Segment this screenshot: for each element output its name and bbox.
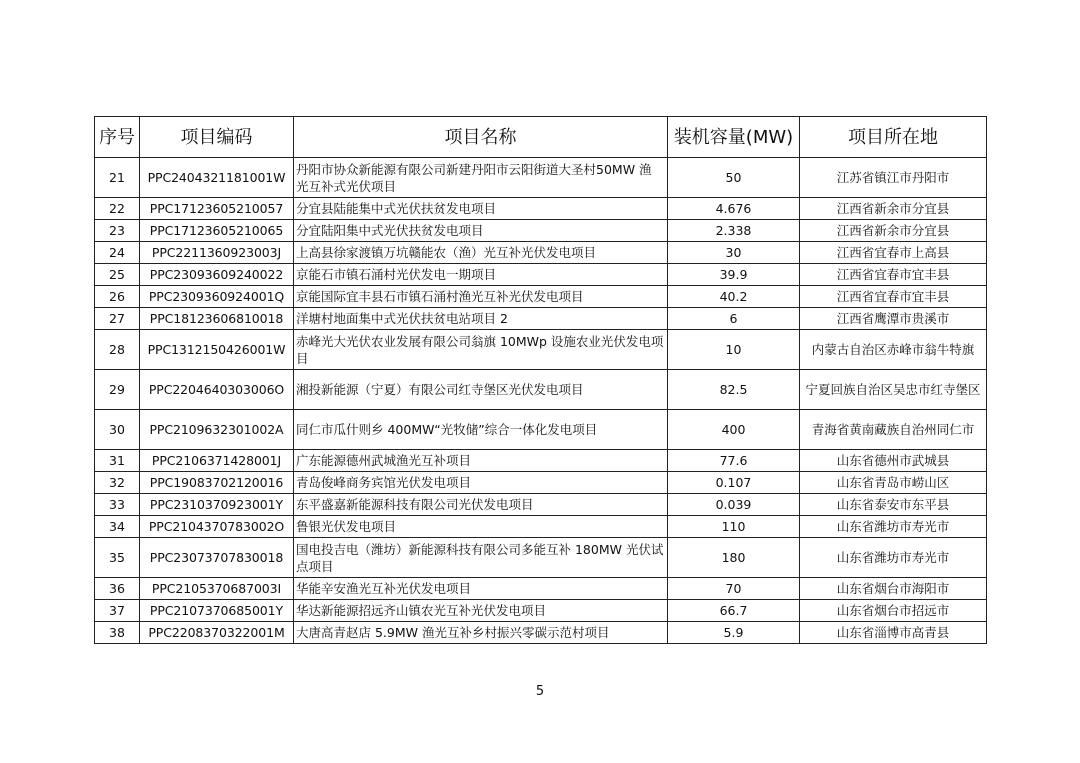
row-no: 32 xyxy=(95,472,140,494)
table-row xyxy=(95,220,987,242)
header-location: 项目所在地 xyxy=(800,117,987,158)
row-no: 31 xyxy=(95,450,140,472)
table-row xyxy=(95,264,987,286)
row-code: PPC17123605210057 xyxy=(140,198,294,220)
row-name: 京能石市镇石涌村光伏发电一期项目 xyxy=(294,264,668,286)
table-row xyxy=(95,286,987,308)
row-code: PPC1312150426001W xyxy=(140,330,294,370)
row-code: PPC2310370923001Y xyxy=(140,494,294,516)
row-name: 湘投新能源（宁夏）有限公司红寺堡区光伏发电项目 xyxy=(294,370,668,410)
row-no: 36 xyxy=(95,578,140,600)
row-capacity: 82.5 xyxy=(668,370,800,410)
header-name: 项目名称 xyxy=(294,117,668,158)
row-capacity: 400 xyxy=(668,410,800,450)
row-location: 山东省潍坊市寿光市 xyxy=(800,538,987,578)
table-row xyxy=(95,410,987,450)
row-capacity: 66.7 xyxy=(668,600,800,622)
row-capacity: 40.2 xyxy=(668,286,800,308)
row-name: 分宜县陆能集中式光伏扶贫发电项目 xyxy=(294,198,668,220)
row-location: 江西省宜春市上高县 xyxy=(800,242,987,264)
table-row xyxy=(95,242,987,264)
row-capacity: 6 xyxy=(668,308,800,330)
table-row xyxy=(95,622,987,644)
table-row xyxy=(95,370,987,410)
row-name: 分宜陆阳集中式光伏扶贫发电项目 xyxy=(294,220,668,242)
table-row xyxy=(95,198,987,220)
row-no: 26 xyxy=(95,286,140,308)
header-code: 项目编码 xyxy=(140,117,294,158)
table-row xyxy=(95,308,987,330)
row-no: 27 xyxy=(95,308,140,330)
row-capacity: 0.039 xyxy=(668,494,800,516)
table-row xyxy=(95,494,987,516)
row-no: 33 xyxy=(95,494,140,516)
row-code: PPC18123606810018 xyxy=(140,308,294,330)
table-row xyxy=(95,578,987,600)
row-capacity: 39.9 xyxy=(668,264,800,286)
row-code: PPC2105370687003I xyxy=(140,578,294,600)
row-capacity: 2.338 xyxy=(668,220,800,242)
row-capacity: 180 xyxy=(668,538,800,578)
row-code: PPC2204640303006O xyxy=(140,370,294,410)
row-capacity: 0.107 xyxy=(668,472,800,494)
row-location: 江西省宜春市宜丰县 xyxy=(800,264,987,286)
header-row xyxy=(95,117,987,158)
table-row xyxy=(95,600,987,622)
row-code: PPC2404321181001W xyxy=(140,158,294,198)
row-name: 广东能源德州武城渔光互补项目 xyxy=(294,450,668,472)
row-code: PPC23073707830018 xyxy=(140,538,294,578)
row-name: 鲁银光伏发电项目 xyxy=(294,516,668,538)
row-code: PPC2107370685001Y xyxy=(140,600,294,622)
row-no: 23 xyxy=(95,220,140,242)
row-capacity: 70 xyxy=(668,578,800,600)
row-name: 丹阳市协众新能源有限公司新建丹阳市云阳街道大圣村50MW 渔光互补式光伏项目 xyxy=(294,158,668,198)
row-name: 京能国际宜丰县石市镇石涌村渔光互补光伏发电项目 xyxy=(294,286,668,308)
row-location: 江苏省镇江市丹阳市 xyxy=(800,158,987,198)
row-location: 山东省烟台市海阳市 xyxy=(800,578,987,600)
table-row xyxy=(95,472,987,494)
row-capacity: 77.6 xyxy=(668,450,800,472)
row-location: 山东省潍坊市寿光市 xyxy=(800,516,987,538)
row-location: 江西省新余市分宜县 xyxy=(800,220,987,242)
row-code: PPC2106371428001J xyxy=(140,450,294,472)
row-location: 山东省德州市武城县 xyxy=(800,450,987,472)
row-location: 江西省宜春市宜丰县 xyxy=(800,286,987,308)
row-location: 江西省新余市分宜县 xyxy=(800,198,987,220)
row-name: 大唐高青赵店 5.9MW 渔光互补乡村振兴零碳示范村项目 xyxy=(294,622,668,644)
row-no: 37 xyxy=(95,600,140,622)
row-location: 江西省鹰潭市贵溪市 xyxy=(800,308,987,330)
row-location: 山东省青岛市崂山区 xyxy=(800,472,987,494)
header-capacity: 装机容量(MW) xyxy=(668,117,800,158)
page-number: 5 xyxy=(535,684,545,699)
row-name: 东平盛嘉新能源科技有限公司光伏发电项目 xyxy=(294,494,668,516)
table-row xyxy=(95,330,987,370)
row-name: 国电投吉电（潍坊）新能源科技有限公司多能互补 180MW 光伏试点项目 xyxy=(294,538,668,578)
row-no: 22 xyxy=(95,198,140,220)
row-capacity: 10 xyxy=(668,330,800,370)
row-code: PPC2211360923003J xyxy=(140,242,294,264)
row-code: PPC2104370783002O xyxy=(140,516,294,538)
row-name: 华能辛安渔光互补光伏发电项目 xyxy=(294,578,668,600)
row-no: 34 xyxy=(95,516,140,538)
row-name: 同仁市瓜什则乡 400MW“光牧储”综合一体化发电项目 xyxy=(294,410,668,450)
table-row xyxy=(95,538,987,578)
row-location: 山东省泰安市东平县 xyxy=(800,494,987,516)
row-no: 24 xyxy=(95,242,140,264)
row-capacity: 50 xyxy=(668,158,800,198)
row-capacity: 30 xyxy=(668,242,800,264)
row-no: 35 xyxy=(95,538,140,578)
row-name: 华达新能源招远齐山镇农光互补光伏发电项目 xyxy=(294,600,668,622)
table-row xyxy=(95,450,987,472)
row-location: 宁夏回族自治区吴忠市红寺堡区 xyxy=(800,370,987,410)
row-location: 内蒙古自治区赤峰市翁牛特旗 xyxy=(800,330,987,370)
row-code: PPC2208370322001M xyxy=(140,622,294,644)
row-location: 山东省烟台市招远市 xyxy=(800,600,987,622)
row-no: 38 xyxy=(95,622,140,644)
row-name: 青岛俊峰商务宾馆光伏发电项目 xyxy=(294,472,668,494)
row-name: 上高县徐家渡镇万坑赣能农（渔）光互补光伏发电项目 xyxy=(294,242,668,264)
row-code: PPC2309360924001Q xyxy=(140,286,294,308)
row-code: PPC23093609240022 xyxy=(140,264,294,286)
row-name: 洋塘村地面集中式光伏扶贫电站项目 2 xyxy=(294,308,668,330)
row-no: 30 xyxy=(95,410,140,450)
row-location: 山东省淄博市高青县 xyxy=(800,622,987,644)
row-code: PPC19083702120016 xyxy=(140,472,294,494)
row-capacity: 5.9 xyxy=(668,622,800,644)
row-no: 25 xyxy=(95,264,140,286)
row-location: 青海省黄南藏族自治州同仁市 xyxy=(800,410,987,450)
header-no: 序号 xyxy=(95,117,140,158)
row-capacity: 4.676 xyxy=(668,198,800,220)
project-table xyxy=(94,116,987,644)
row-code: PPC2109632301002A xyxy=(140,410,294,450)
table-row xyxy=(95,516,987,538)
row-no: 28 xyxy=(95,330,140,370)
row-code: PPC17123605210065 xyxy=(140,220,294,242)
row-no: 21 xyxy=(95,158,140,198)
row-capacity: 110 xyxy=(668,516,800,538)
row-name: 赤峰光大光伏农业发展有限公司翁旗 10MWp 设施农业光伏发电项目 xyxy=(294,330,668,370)
row-no: 29 xyxy=(95,370,140,410)
table-row xyxy=(95,158,987,198)
